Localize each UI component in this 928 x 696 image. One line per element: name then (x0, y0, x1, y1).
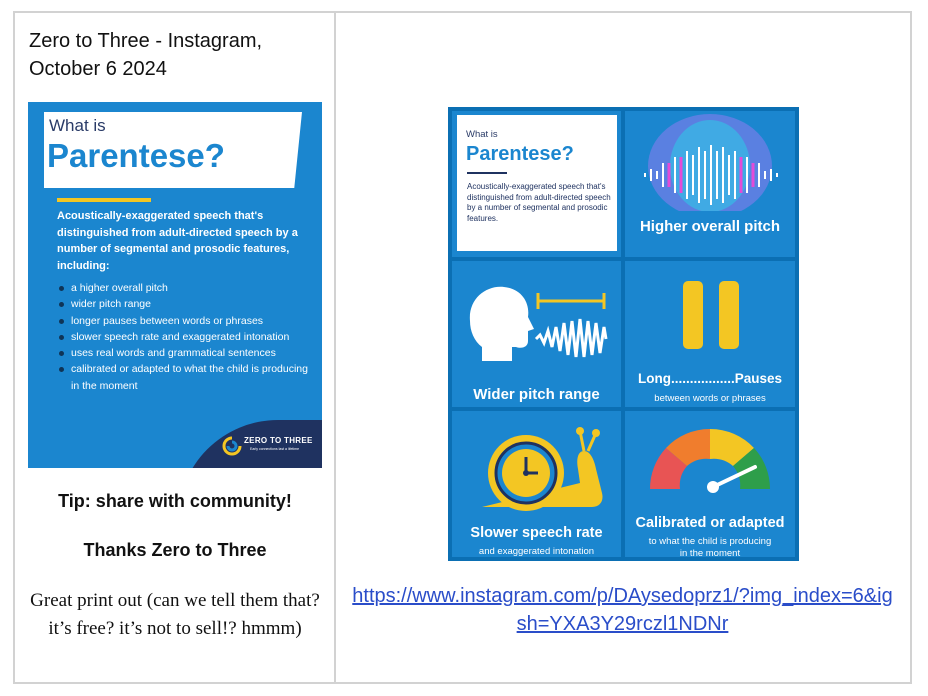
poster-logo-tagline: Early connections last a lifetime (250, 447, 300, 451)
gauge-icon (625, 411, 795, 511)
pauses-sublabel: between words or phrases (654, 393, 766, 404)
list-item: a higher overall pitch (57, 280, 319, 296)
snail-clock-icon (452, 411, 621, 521)
list-item: calibrated or adapted to what the child is producing in the moment (57, 361, 319, 394)
pauses-label: Long.................Pauses (637, 371, 783, 386)
list-item: slower speech rate and exaggerated intonation (57, 329, 319, 345)
grid-cell-calibrated (625, 411, 795, 557)
slower-label: Slower speech rate (470, 525, 603, 541)
poster-title: Parentese? (47, 137, 225, 174)
poster-what-is: What is (49, 116, 106, 135)
wider-range-label: Wider pitch range (473, 386, 600, 403)
parentese-grid-poster (448, 107, 799, 561)
soundwave-icon (625, 111, 795, 211)
caption-line-1: Zero to Three - Instagram, (29, 30, 263, 52)
column-divider (334, 11, 336, 684)
poster-underline (57, 198, 151, 202)
grid-description: Acoustically-exaggerated speech that's distinguished from adult-directed speech by a number of segmental and prosodic features. (467, 182, 611, 223)
zero-to-three-logo-icon (221, 435, 243, 457)
thanks-text: Thanks Zero to Three (83, 540, 267, 560)
grid-what-is: What is (466, 129, 498, 140)
list-item: longer pauses between words or phrases (57, 313, 319, 329)
higher-pitch-label: Higher overall pitch (639, 218, 781, 235)
tip-text: Tip: share with community! (58, 491, 292, 511)
poster-feature-list (57, 280, 319, 394)
note-text: Great print out (can we tell them that? it’s free? it’s not to sell!? hmmm) (30, 590, 320, 639)
list-item: uses real words and grammatical sentences (57, 345, 319, 361)
caption-line-2: October 6 2024 (29, 58, 167, 80)
slower-sublabel: and exaggerated intonation (478, 546, 595, 557)
instagram-link[interactable]: https://www.instagram.com/p/DAysedoprz1/?img_index=6&igsh=YXA3Y29rczl1NDNr (352, 585, 893, 635)
poster-logo-text: ZERO TO THREE (244, 436, 313, 445)
grid-title: Parentese? (466, 143, 574, 165)
head-speaking-icon (452, 261, 621, 371)
calibrated-sublabel: to what the child is producing in the moment (648, 536, 772, 557)
grid-cell-wider-range (452, 261, 621, 407)
grid-cell-higher-pitch (625, 111, 795, 257)
grid-title-underline (467, 172, 507, 174)
poster-description: Acoustically-exaggerated speech that's distinguished from adult-directed speech by a number of segmental and prosodic features, including: (57, 210, 298, 272)
grid-cell-title (452, 111, 621, 257)
parentese-poster (28, 102, 322, 468)
pause-icon (625, 261, 795, 351)
grid-cell-pauses (625, 261, 795, 407)
grid-cell-slower (452, 411, 621, 557)
list-item: wider pitch range (57, 296, 319, 312)
calibrated-label: Calibrated or adapted (635, 515, 785, 531)
source-caption (29, 27, 329, 83)
